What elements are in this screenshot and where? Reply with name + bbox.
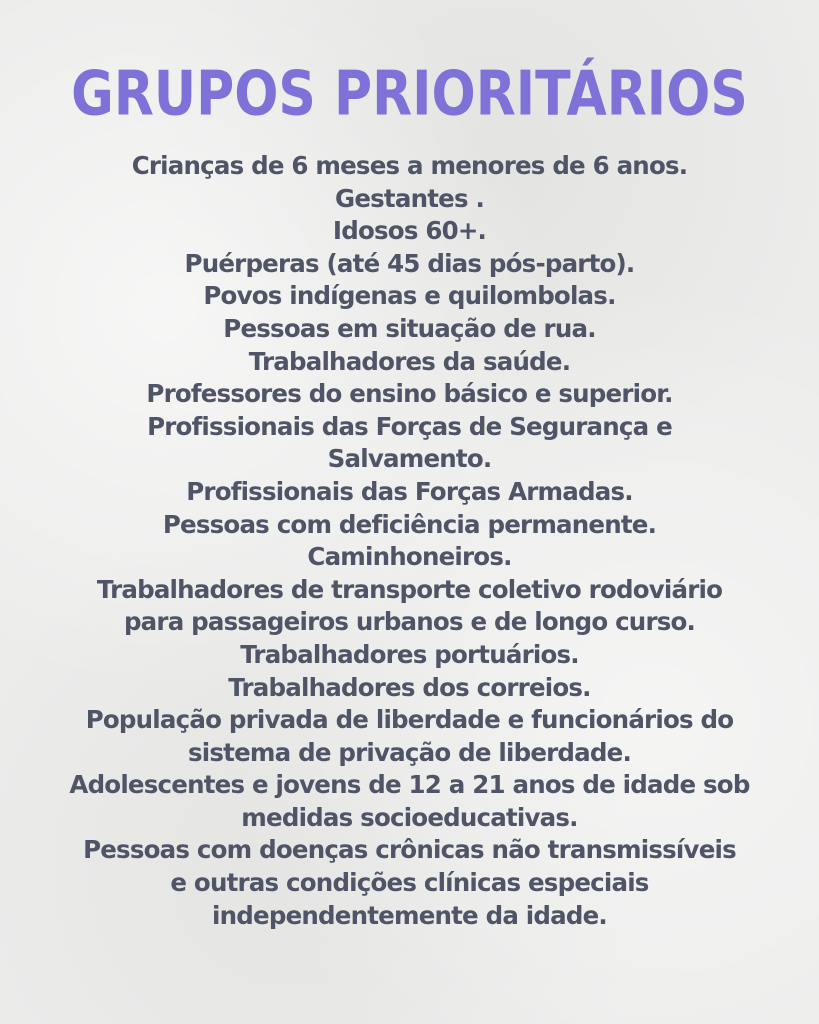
poster-title: GRUPOS PRIORITÁRIOS: [71, 59, 748, 130]
group-item: Profissionais das Forças Armadas.: [186, 476, 633, 506]
group-item: Trabalhadores dos correios.: [228, 672, 591, 702]
priority-groups-list: [10, 150, 809, 932]
group-item: Professores do ensino básico e superior.: [146, 379, 673, 409]
group-item: Profissionais das Forças de Segurança e Salvamento.: [147, 411, 672, 474]
group-item: Povos indígenas e quilombolas.: [203, 281, 616, 311]
group-item: Pessoas com deficiência permanente.: [162, 509, 657, 539]
group-item: Gestantes .: [335, 183, 484, 213]
group-item: Crianças de 6 meses a menores de 6 anos.: [131, 151, 688, 180]
group-item: Puérperas (até 45 dias pós-parto).: [184, 248, 635, 278]
group-item: Trabalhadores da saúde.: [248, 346, 571, 376]
group-item: Adolescentes e jovens de 12 a 21 anos de idade sob medidas socioeducativas.: [69, 770, 750, 832]
group-item: Pessoas com doenças crônicas não transmissíveis e outras condições clínicas especiais independentemente da idade.: [83, 835, 736, 930]
group-item: Trabalhadores portuários.: [240, 639, 579, 669]
group-item: Idosos 60+.: [332, 216, 487, 246]
group-item: Trabalhadores de transporte coletivo rodoviário para passageiros urbanos e de longo curso.: [96, 574, 723, 637]
group-item: Caminhoneiros.: [307, 542, 512, 572]
group-item: Pessoas em situação de rua.: [223, 313, 596, 343]
group-item: População privada de liberdade e funcionários do sistema de privação de liberdade.: [85, 705, 734, 767]
